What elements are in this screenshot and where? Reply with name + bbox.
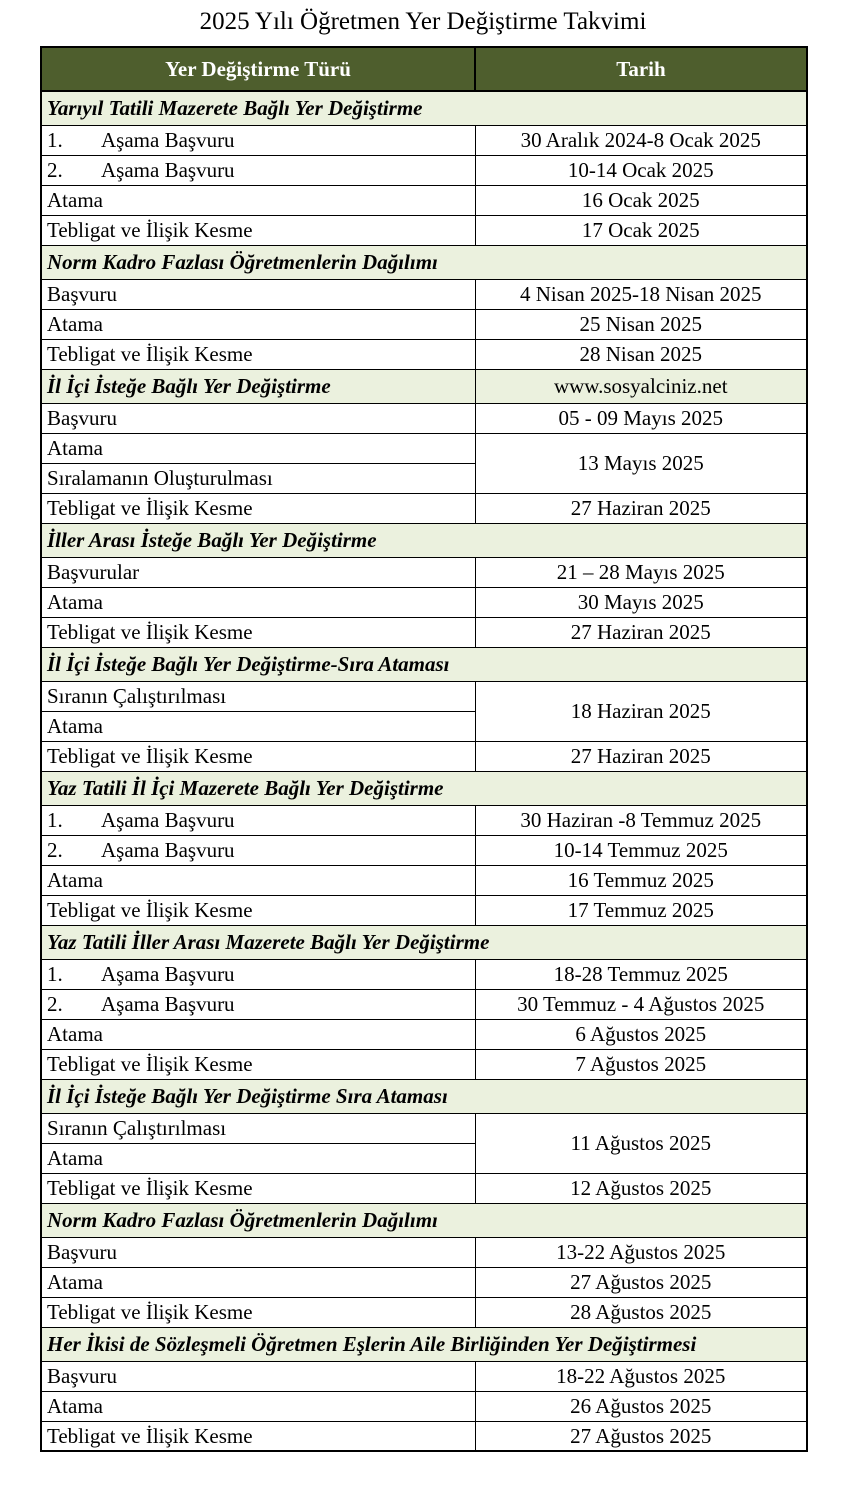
section-title: İl İçi İsteğe Bağlı Yer Değiştirme Sıra Ataması	[41, 1079, 807, 1113]
step-label: Tebligat ve İlişik Kesme	[47, 744, 253, 768]
step-label: Tebligat ve İlişik Kesme	[47, 1300, 253, 1324]
step-label-cell	[41, 805, 475, 835]
step-label: Atama	[47, 1394, 103, 1418]
table-row	[41, 1049, 807, 1079]
date-cell: 25 Nisan 2025	[475, 309, 807, 339]
step-label-cell	[41, 185, 475, 215]
step-label-cell	[41, 1143, 475, 1173]
section-header-row	[41, 1203, 807, 1237]
step-label-cell	[41, 493, 475, 523]
date-cell: 18-28 Temmuz 2025	[475, 959, 807, 989]
table-row	[41, 1361, 807, 1391]
step-label: Tebligat ve İlişik Kesme	[47, 1176, 253, 1200]
date-cell: 13-22 Ağustos 2025	[475, 1237, 807, 1267]
table-row	[41, 741, 807, 771]
section-title: Yaz Tatili İller Arası Mazerete Bağlı Yer Değiştirme	[41, 925, 807, 959]
header-row	[41, 47, 807, 91]
table-row	[41, 959, 807, 989]
step-number: 2.	[47, 992, 63, 1016]
step-label-cell	[41, 681, 475, 711]
step-label: Tebligat ve İlişik Kesme	[47, 1052, 253, 1076]
step-label: Sıralamanın Oluşturulması	[47, 466, 273, 490]
section-title: Her İkisi de Sözleşmeli Öğretmen Eşlerin Aile Birliğinden Yer Değiştirmesi	[41, 1327, 807, 1361]
step-label: Başvuru	[47, 1364, 117, 1388]
website-text: www.sosyalciniz.net	[475, 369, 807, 403]
step-label: Aşama Başvuru	[101, 128, 235, 152]
column-header-type: Yer Değiştirme Türü	[41, 47, 475, 91]
date-cell: 05 - 09 Mayıs 2025	[475, 403, 807, 433]
step-label-cell	[41, 433, 475, 463]
section-header-row	[41, 771, 807, 805]
section-title: Norm Kadro Fazlası Öğretmenlerin Dağılımı	[41, 245, 807, 279]
section-title: Yarıyıl Tatili Mazerete Bağlı Yer Değiştirme	[41, 91, 807, 125]
section-header-row	[41, 1327, 807, 1361]
date-cell: 28 Nisan 2025	[475, 339, 807, 369]
step-label: Atama	[47, 868, 103, 892]
table-row	[41, 403, 807, 433]
step-label: Aşama Başvuru	[101, 158, 235, 182]
date-cell: 30 Temmuz - 4 Ağustos 2025	[475, 989, 807, 1019]
step-label-cell	[41, 835, 475, 865]
table-row	[41, 557, 807, 587]
step-label: Sıranın Çalıştırılması	[47, 1116, 227, 1140]
date-cell: 11 Ağustos 2025	[475, 1113, 807, 1173]
table-row	[41, 1421, 807, 1451]
step-label-cell	[41, 617, 475, 647]
step-number: 2.	[47, 838, 63, 862]
section-header-row	[41, 925, 807, 959]
step-number: 1.	[47, 128, 63, 152]
step-label: Tebligat ve İlişik Kesme	[47, 218, 253, 242]
step-label-cell	[41, 711, 475, 741]
date-cell: 17 Ocak 2025	[475, 215, 807, 245]
section-header-row	[41, 245, 807, 279]
date-cell: 18-22 Ağustos 2025	[475, 1361, 807, 1391]
step-label: Atama	[47, 312, 103, 336]
step-label: Atama	[47, 714, 103, 738]
step-label-cell	[41, 1361, 475, 1391]
step-label: Sıranın Çalıştırılması	[47, 684, 227, 708]
date-cell: 18 Haziran 2025	[475, 681, 807, 741]
step-label: Atama	[47, 1022, 103, 1046]
date-cell: 10-14 Temmuz 2025	[475, 835, 807, 865]
step-label-cell	[41, 1173, 475, 1203]
date-cell: 16 Temmuz 2025	[475, 865, 807, 895]
step-label-cell	[41, 1267, 475, 1297]
step-label: Atama	[47, 1146, 103, 1170]
date-cell: 7 Ağustos 2025	[475, 1049, 807, 1079]
date-cell: 27 Haziran 2025	[475, 741, 807, 771]
section-header-row	[41, 647, 807, 681]
section-header-row	[41, 369, 807, 403]
step-label: Tebligat ve İlişik Kesme	[47, 342, 253, 366]
date-cell: 21 – 28 Mayıs 2025	[475, 557, 807, 587]
step-label-cell	[41, 403, 475, 433]
date-cell: 30 Haziran -8 Temmuz 2025	[475, 805, 807, 835]
step-label-cell	[41, 989, 475, 1019]
table-row	[41, 895, 807, 925]
step-number: 2.	[47, 158, 63, 182]
table-row	[41, 279, 807, 309]
step-label-cell	[41, 125, 475, 155]
step-label-cell	[41, 309, 475, 339]
table-row	[41, 1267, 807, 1297]
table-row	[41, 865, 807, 895]
section-title: Yaz Tatili İl İçi Mazerete Bağlı Yer Değiştirme	[41, 771, 807, 805]
section-header-row	[41, 523, 807, 557]
section-title: Norm Kadro Fazlası Öğretmenlerin Dağılımı	[41, 1203, 807, 1237]
step-label-cell	[41, 155, 475, 185]
table-row	[41, 1113, 807, 1143]
step-label: Tebligat ve İlişik Kesme	[47, 898, 253, 922]
step-label: Aşama Başvuru	[101, 838, 235, 862]
section-title: İl İçi İsteğe Bağlı Yer Değiştirme-Sıra Ataması	[41, 647, 807, 681]
table-row	[41, 493, 807, 523]
date-cell: 26 Ağustos 2025	[475, 1391, 807, 1421]
step-label-cell	[41, 1237, 475, 1267]
step-label: Aşama Başvuru	[101, 992, 235, 1016]
table-row	[41, 1237, 807, 1267]
date-cell: 13 Mayıs 2025	[475, 433, 807, 493]
section-title: İl İçi İsteğe Bağlı Yer Değiştirme	[41, 369, 475, 403]
table-row	[41, 805, 807, 835]
table-row	[41, 587, 807, 617]
table-row	[41, 433, 807, 463]
table-row	[41, 989, 807, 1019]
schedule-table	[40, 46, 808, 1452]
step-label-cell	[41, 741, 475, 771]
table-row	[41, 1297, 807, 1327]
table-row	[41, 185, 807, 215]
table-row	[41, 681, 807, 711]
date-cell: 27 Haziran 2025	[475, 493, 807, 523]
section-header-row	[41, 1079, 807, 1113]
table-row	[41, 125, 807, 155]
step-label: Tebligat ve İlişik Kesme	[47, 1423, 253, 1448]
table-row	[41, 215, 807, 245]
table-row	[41, 339, 807, 369]
date-cell: 12 Ağustos 2025	[475, 1173, 807, 1203]
step-label-cell	[41, 1391, 475, 1421]
step-label-cell	[41, 1049, 475, 1079]
table-row	[41, 309, 807, 339]
date-cell: 27 Ağustos 2025	[475, 1267, 807, 1297]
section-header-row	[41, 91, 807, 125]
table-row	[41, 1391, 807, 1421]
date-cell: 28 Ağustos 2025	[475, 1297, 807, 1327]
date-cell: 17 Temmuz 2025	[475, 895, 807, 925]
date-cell: 30 Aralık 2024-8 Ocak 2025	[475, 125, 807, 155]
step-label-cell	[41, 339, 475, 369]
date-cell: 27 Haziran 2025	[475, 617, 807, 647]
step-label: Başvuru	[47, 1240, 117, 1264]
step-label: Başvuru	[47, 406, 117, 430]
page-title: 2025 Yılı Öğretmen Yer Değiştirme Takvimi	[199, 8, 647, 35]
date-cell: 6 Ağustos 2025	[475, 1019, 807, 1049]
step-label-cell	[41, 557, 475, 587]
step-label-cell	[41, 215, 475, 245]
column-header-date: Tarih	[475, 47, 807, 91]
step-number: 1.	[47, 808, 63, 832]
step-label: Başvurular	[47, 560, 140, 584]
table-row	[41, 155, 807, 185]
table-row	[41, 1019, 807, 1049]
date-cell: 27 Ağustos 2025	[475, 1421, 807, 1451]
table-row	[41, 617, 807, 647]
step-label-cell	[41, 279, 475, 309]
section-title: İller Arası İsteğe Bağlı Yer Değiştirme	[41, 523, 807, 557]
step-label: Atama	[47, 188, 103, 212]
step-label: Aşama Başvuru	[101, 808, 235, 832]
step-label: Başvuru	[47, 282, 117, 306]
step-label: Atama	[47, 1270, 103, 1294]
step-number: 1.	[47, 962, 63, 986]
table-row	[41, 835, 807, 865]
step-label: Tebligat ve İlişik Kesme	[47, 620, 253, 644]
date-cell: 30 Mayıs 2025	[475, 587, 807, 617]
step-label: Tebligat ve İlişik Kesme	[47, 496, 253, 520]
step-label-cell	[41, 463, 475, 493]
date-cell: 4 Nisan 2025-18 Nisan 2025	[475, 279, 807, 309]
step-label: Atama	[47, 436, 103, 460]
step-label-cell	[41, 587, 475, 617]
step-label-cell	[41, 959, 475, 989]
step-label-cell	[41, 1113, 475, 1143]
step-label-cell	[41, 865, 475, 895]
step-label: Aşama Başvuru	[101, 962, 235, 986]
date-cell: 16 Ocak 2025	[475, 185, 807, 215]
step-label-cell	[41, 1297, 475, 1327]
step-label-cell	[41, 895, 475, 925]
table-row	[41, 1173, 807, 1203]
step-label-cell	[41, 1421, 475, 1451]
step-label-cell	[41, 1019, 475, 1049]
date-cell: 10-14 Ocak 2025	[475, 155, 807, 185]
step-label: Atama	[47, 590, 103, 614]
